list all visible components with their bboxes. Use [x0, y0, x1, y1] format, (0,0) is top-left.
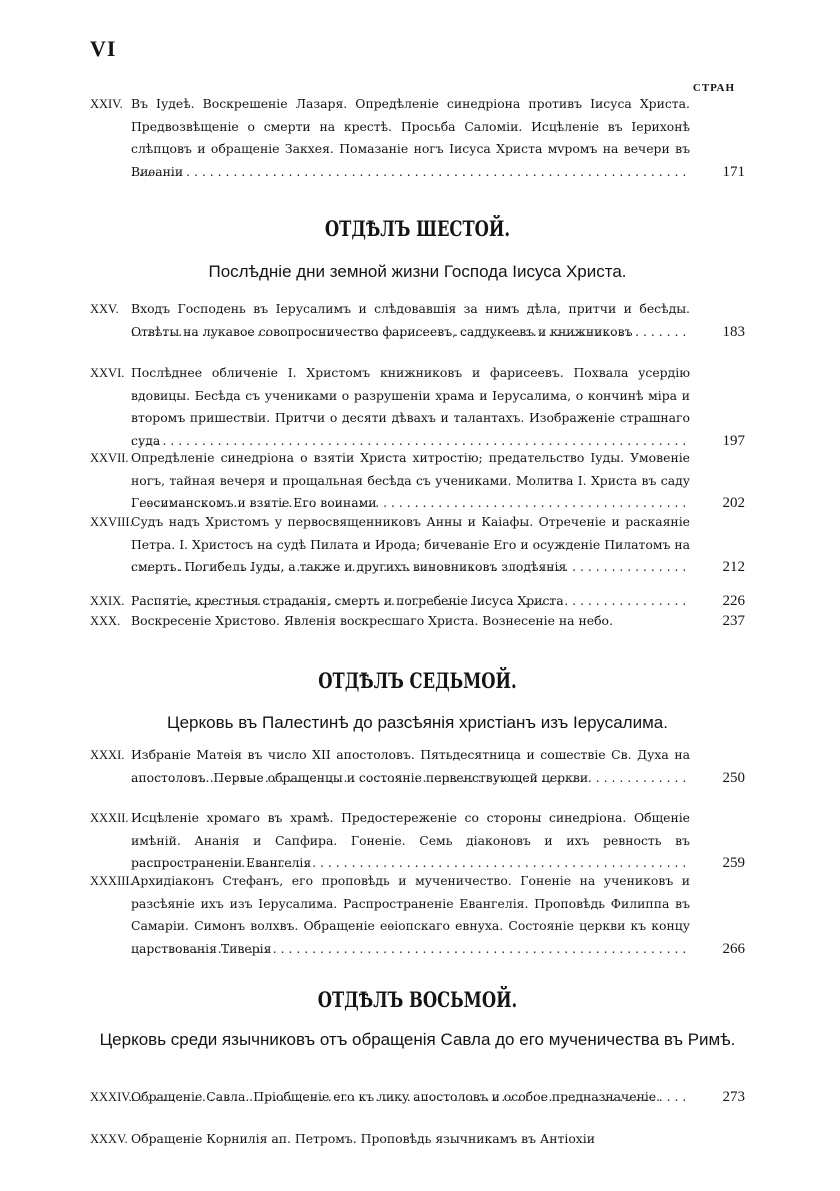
entry-number: XXIX. — [90, 594, 125, 608]
entry-number: XXVI. — [90, 366, 125, 380]
section-title: ОТДѢЛЪ ВОСЬМОЙ. — [317, 987, 518, 1012]
entry-number: XXX. — [90, 614, 121, 628]
entry-page: 202 — [722, 495, 745, 512]
entry-text-wrap — [131, 93, 690, 183]
toc-entry — [90, 1128, 745, 1151]
entry-text: Обращеніе Савла. Пріобщеніе его къ лику апостоловъ и особое предназначеніе. — [131, 1089, 661, 1104]
entry-number: XXVIII. — [90, 515, 133, 529]
entry-text: Опредѣленіе синедріона о взятіи Христа хитростію; предательство Іуды. Умовеніе ногъ, тайная вечеря и прощальная бесѣда съ учениками. Молитва І. Христа въ саду Геѳсиманскомъ и взятіе Его воинами — [131, 450, 690, 511]
toc-entry — [90, 744, 745, 789]
entry-text-wrap — [131, 362, 690, 452]
entry-text-wrap — [131, 807, 690, 875]
section-subtitle: Церковь въ Палестинѣ до разсѣянія христіанъ изъ Іерусалима. — [167, 713, 668, 732]
entry-text-wrap — [131, 744, 690, 789]
entry-number: XXXIV. — [90, 1090, 132, 1104]
toc-entry — [90, 298, 745, 343]
entry-text-wrap — [131, 610, 690, 633]
page-column-header: СТРАН — [692, 82, 735, 94]
entry-text-wrap — [131, 298, 690, 343]
entry-text: Послѣднее обличеніе І. Христомъ книжниковъ и фарисеевъ. Похвала усердію вдовицы. Бесѣда съ учениками о разрушеніи храма и Іерусалима, о кончинѣ міра и второмъ пришествіи. Притчи о десяти дѣвахъ и талантахъ. Изображеніе страшнаго суда — [131, 365, 690, 448]
toc-entry — [90, 362, 745, 452]
entry-text: Входъ Господень въ Іерусалимъ и слѣдовавшія за нимъ дѣла, притчи и бесѣды. Отвѣты на лукавое совопросничество фарисеевъ, саддукеевъ и книжниковъ — [131, 301, 690, 339]
entry-text-wrap — [131, 1128, 690, 1151]
section-subtitle: Церковь среди язычниковъ отъ обращенія Савла до его мученичества въ Римѣ. — [99, 1030, 736, 1049]
toc-entry — [90, 870, 745, 960]
entry-page: 171 — [722, 163, 745, 180]
entry-text-wrap — [131, 511, 690, 579]
toc-entry — [90, 447, 745, 515]
entry-text: Распятіе, крестныя страданія, смерть и погребеніе Іисуса Христа — [131, 593, 564, 608]
entry-page: 237 — [722, 613, 745, 629]
entry-text: Исцѣленіе хромаго въ храмѣ. Предостереженіе со стороны синедріона. Общеніе имѣній. Ананія и Сапфира. Гоненіе. Семь діаконовъ и ихъ ревность въ распространеніи Евангелія — [131, 810, 690, 871]
entry-number: XXXIII. — [90, 874, 133, 888]
entry-page: 197 — [722, 432, 745, 449]
entry-page: 259 — [722, 855, 745, 872]
page-folio: VI — [90, 36, 117, 61]
entry-number: XXXII. — [90, 811, 129, 825]
toc-entry — [90, 511, 745, 579]
entry-text-wrap — [131, 1086, 690, 1109]
entry-page: 212 — [722, 559, 745, 576]
entry-text: Въ Іудеѣ. Воскрешеніе Лазаря. Опредѣленіе синедріона противъ Іисуса Христа. Предвозвѣщеніе о смерти на крестѣ. Просьба Саломіи. Исцѣленіе въ Іерихонѣ слѣпцовъ и обращеніе Закхея. Помазаніе ногъ Іисуса Христа мvромъ на вечери въ Виѳаніи — [131, 96, 690, 179]
toc-entry — [90, 807, 745, 875]
entry-number: XXV. — [90, 302, 119, 316]
section-title: ОТДѢЛЪ СЕДЬМОЙ. — [318, 668, 517, 693]
entry-page: 226 — [722, 593, 745, 609]
entry-text: Избраніе Матѳія въ число XII апостоловъ. Пятьдесятница и сошествіе Св. Духа на апостоловъ. Первые обращенцы и состояніе первенствующей церкви — [131, 747, 690, 785]
entry-number: XXVII. — [90, 451, 129, 465]
entry-text-wrap — [131, 447, 690, 515]
entry-page: 183 — [722, 323, 745, 340]
toc-entry — [90, 610, 745, 633]
entry-text: Архидіаконъ Стефанъ, его проповѣдь и мученичество. Гоненіе на учениковъ и разсѣяніе ихъ изъ Іерусалима. Распространеніе Евангелія. Проповѣдь Филиппа въ Самаріи. Симонъ волхвъ. Обращеніе еѳіопскаго евнуха. Состояніе церкви къ концу царствованія Тиверія — [131, 873, 690, 956]
entry-text-wrap — [131, 870, 690, 960]
entry-page: 266 — [722, 940, 745, 957]
entry-number: XXXV. — [90, 1132, 128, 1146]
toc-entry — [90, 1086, 745, 1109]
entry-number: XXIV. — [90, 97, 123, 111]
entry-text: Судъ надъ Христомъ у первосвященниковъ Анны и Каіафы. Отреченіе и раскаяніе Петра. І. Христосъ на судѣ Пилата и Ирода; бичеваніе Его и осужденіе Пилатомъ на смерть. Погибель Іуды, а также и другихъ виновниковъ злодѣянія — [131, 514, 690, 575]
entry-page: 250 — [722, 769, 745, 786]
section-subtitle: Послѣдніе дни земной жизни Господа Іисуса Христа. — [208, 262, 627, 281]
entry-number: XXXI. — [90, 748, 125, 762]
entry-text: Воскресеніе Христово. Явленія воскресшаго Христа. Вознесеніе на небо. — [131, 613, 613, 628]
section-title: ОТДѢЛЪ ШЕСТОЙ. — [324, 216, 511, 241]
entry-page: 273 — [722, 1089, 745, 1105]
toc-entry — [90, 93, 745, 183]
entry-text: Обращеніе Корнилія ап. Петромъ. Проповѣдь язычникамъ въ Антіохіи — [131, 1131, 596, 1146]
